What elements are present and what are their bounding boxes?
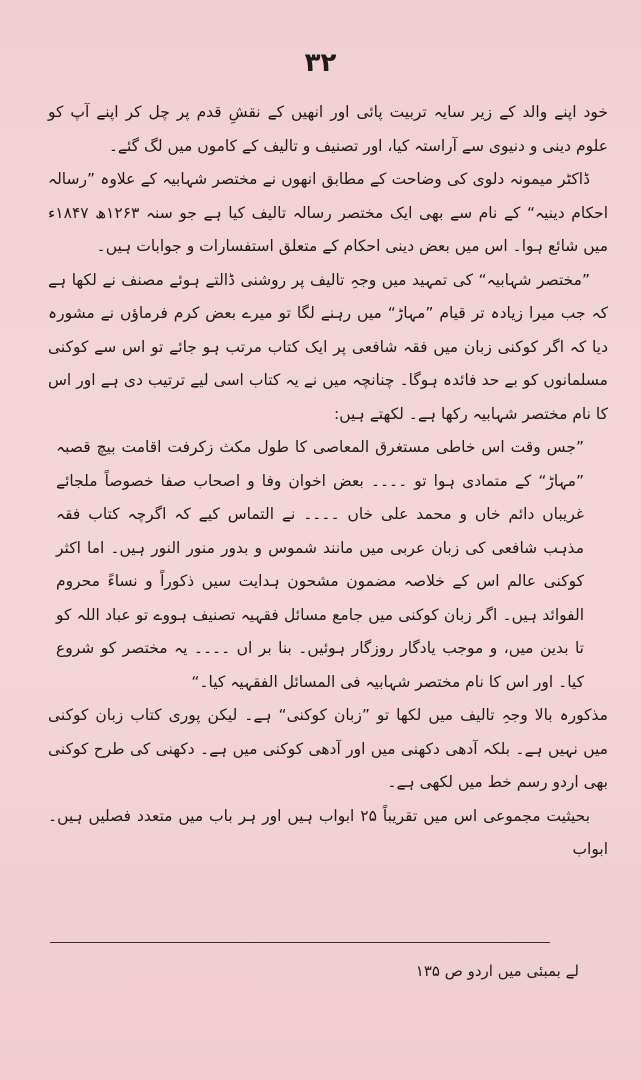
paragraph-6-text: بحیثیت مجموعی اس میں تقریباً ۲۵ ابواب ہیں اور ہر باب میں متعدد فصلیں ہیں۔ ابواب bbox=[48, 806, 608, 858]
paragraph-5-text: مذکورہ بالا وجہِ تالیف میں لکھا تو ”زبان کوکنی“ ہے۔ لیکن پوری کتاب زبان کوکنی میں نہیں ہے۔ بلکہ آدھی دکھنی میں اور آدھی کوکنی میں ہے۔ دکھنی کی طرح کوکنی بھی اردو رسم خط میں لکھی ہے۔ bbox=[48, 706, 608, 791]
block-quote-text: ”جس وقت اس خاطی مستغرق المعاصی کا طول مکث زکرفت اقامت بیچ قصبہ ”مہاڑ“ کے متمادی ہوا تو ۔۔۔۔ بعض اخوان وفا و اصحاب صفا خصوصاً ملجائے غریباں دائم خاں و محمد علی خاں ۔۔۔۔ نے التماس کیے کہ اگرچہ کتاب فقہ مذہب شافعی کی زبان عربی میں مانند شموس و بدور منور النور ہیں۔ اما اکثر کوکنی عالم اس کے خلاصہ مضمون مشحون ہدایت سیں ذکوراً و نساءً محروم الفوائد ہیں۔ اگر زبان کوکنی میں جامع مسائل فقہیہ تصنیف ہووے تو عباد اللہ کو تا بدین میں، و موجب یادگار روزگار ہوئیں۔ بنا بر اں ۔۔۔۔ یہ مختصر کو شروع کیا۔ اور اس کا نام مختصر شہابیہ فی المسائل الفقہیہ کیا۔“ bbox=[56, 438, 584, 691]
block-quote bbox=[56, 431, 584, 699]
paragraph-6 bbox=[48, 800, 608, 867]
footnote-divider bbox=[50, 942, 550, 943]
page-number: ۳۲ bbox=[304, 48, 337, 78]
paragraph-1 bbox=[48, 96, 608, 163]
paragraph-3 bbox=[48, 264, 608, 432]
paragraph-5 bbox=[48, 699, 608, 800]
paragraph-1-text: خود اپنے والد کے زیر سایہ تربیت پائی اور انھیں کے نقشِ قدم پر چل کر اپنے آپ کو علوم دینی و دنیوی سے آراستہ کیا، اور تصنیف و تالیف کے کاموں میں لگ گئے۔ bbox=[48, 103, 608, 155]
paragraph-2 bbox=[48, 163, 608, 264]
footnote: لے بمبئی میں اردو ص ۱۳۵ bbox=[415, 962, 579, 980]
paragraph-2-text: ڈاکٹر میمونہ دلوی کی وضاحت کے مطابق انھوں نے مختصر شہابیہ کے علاوہ ”رسالہ احکام دینیہ“ کے نام سے بھی ایک مختصر رسالہ تالیف کیا ہے جو سنہ ۱۲۶۳ھ ۱۸۴۷ء میں شائع ہوا۔ اس میں بعض دینی احکام کے متعلق استفسارات و جوابات ہیں۔ bbox=[48, 170, 609, 255]
page-body bbox=[48, 96, 608, 867]
paragraph-3-text: ”مختصر شہابیہ“ کی تمہید میں وجہِ تالیف پر روشنی ڈالتے ہوئے مصنف نے لکھا ہے کہ جب میرا زیادہ تر قیام ”مہاڑ“ میں رہنے لگا تو میرے بعض کرم فرماؤں نے مشورہ دیا کہ اگر کوکنی زبان میں فقہ شافعی پر ایک کتاب مرتب ہو جائے تو اس سے کوکنی مسلمانوں کو بے حد فائدہ ہوگا۔ چنانچہ میں نے یہ کتاب اسی لیے ترتیب دی ہے اور اس کا نام مختصر شہابیہ رکھا ہے۔ لکھتے ہیں: bbox=[48, 270, 608, 423]
